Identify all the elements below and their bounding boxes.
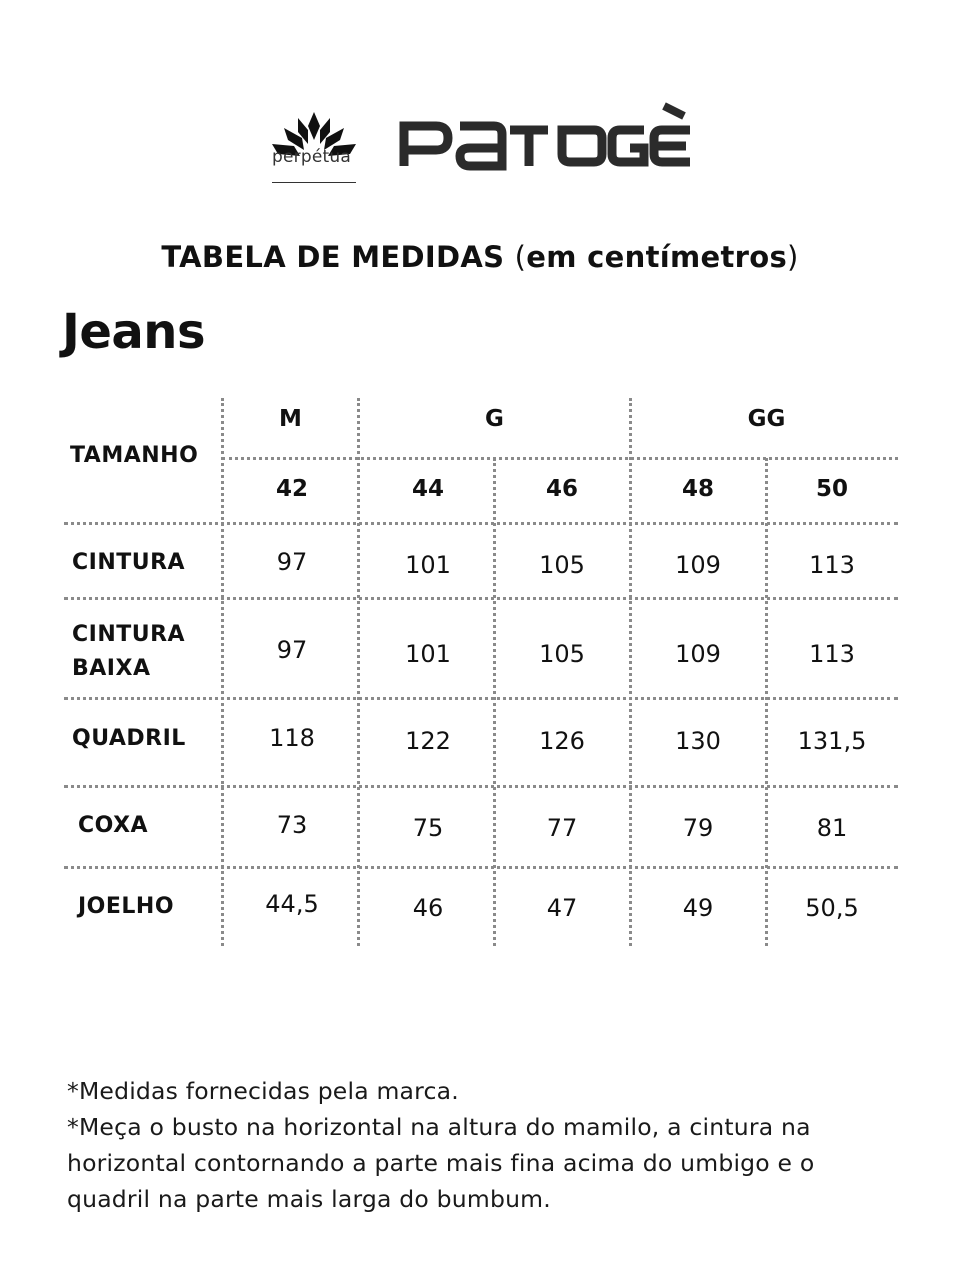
size-44: 44 [411,476,444,502]
heading-paren-open: ( [514,240,527,274]
quadril-46: 126 [539,727,585,755]
coxa-46: 77 [546,814,578,842]
heading-unit: em centímetros [526,240,788,274]
heading-paren-close: ) [787,240,799,274]
table-divider-v3 [493,458,496,946]
table-divider-h4 [64,785,898,788]
cintura-baixa-44: 101 [405,640,451,668]
coxa-50: 81 [816,814,848,842]
table-divider-h3 [64,697,898,700]
row-label-cintura-baixa-line1: CINTURA [72,622,186,647]
perpetua-logo-text: perpétua [272,147,351,167]
cintura-50: 113 [809,551,855,579]
joelho-42: 44,5 [265,890,319,918]
footnote-line: quadril na parte mais larga do bumbum. [67,1185,551,1213]
cintura-42: 97 [276,548,308,576]
size-group-g: G [485,406,504,432]
footnote-line: *Medidas fornecidas pela marca. [67,1077,459,1105]
footnote-line: *Meça o busto na horizontal na altura do mamilo, a cintura na [67,1113,811,1141]
quadril-48: 130 [675,727,721,755]
joelho-48: 49 [682,894,714,922]
joelho-44: 46 [412,894,444,922]
cintura-baixa-48: 109 [675,640,721,668]
product-title: Jeans [62,304,206,360]
heading-title: TABELA DE MEDIDAS [161,240,505,274]
cintura-46: 105 [539,551,585,579]
size-48: 48 [681,476,714,502]
row-label-cintura: CINTURA [72,550,186,575]
size-42: 42 [275,476,308,502]
size-46: 46 [545,476,578,502]
row-label-joelho: JOELHO [78,894,175,919]
cintura-44: 101 [405,551,451,579]
quadril-50: 131,5 [797,727,867,755]
size-column-label: TAMANHO [70,443,199,468]
row-label-quadril: QUADRIL [72,726,186,751]
cintura-baixa-42: 97 [276,636,308,664]
joelho-50: 50,5 [805,894,859,922]
cintura-baixa-50: 113 [809,640,855,668]
quadril-44: 122 [405,727,451,755]
size-50: 50 [815,476,848,502]
row-label-coxa: COXA [78,813,149,838]
footnotes [67,1073,927,1217]
size-group-gg: GG [747,406,786,432]
cintura-48: 109 [675,551,721,579]
joelho-46: 47 [546,894,578,922]
quadril-42: 118 [269,724,315,752]
size-group-m: M [279,406,302,432]
table-divider-h1 [64,522,898,525]
table-divider-h2 [64,597,898,600]
table-divider-v5 [765,458,768,946]
cintura-baixa-46: 105 [539,640,585,668]
coxa-48: 79 [682,814,714,842]
table-divider-h-groups [222,457,898,460]
coxa-42: 73 [276,811,308,839]
table-divider-h5 [64,866,898,869]
footnote-line: horizontal contornando a parte mais fina acima do umbigo e o [67,1149,815,1177]
coxa-44: 75 [412,814,444,842]
row-label-cintura-baixa-line2: BAIXA [72,656,151,681]
